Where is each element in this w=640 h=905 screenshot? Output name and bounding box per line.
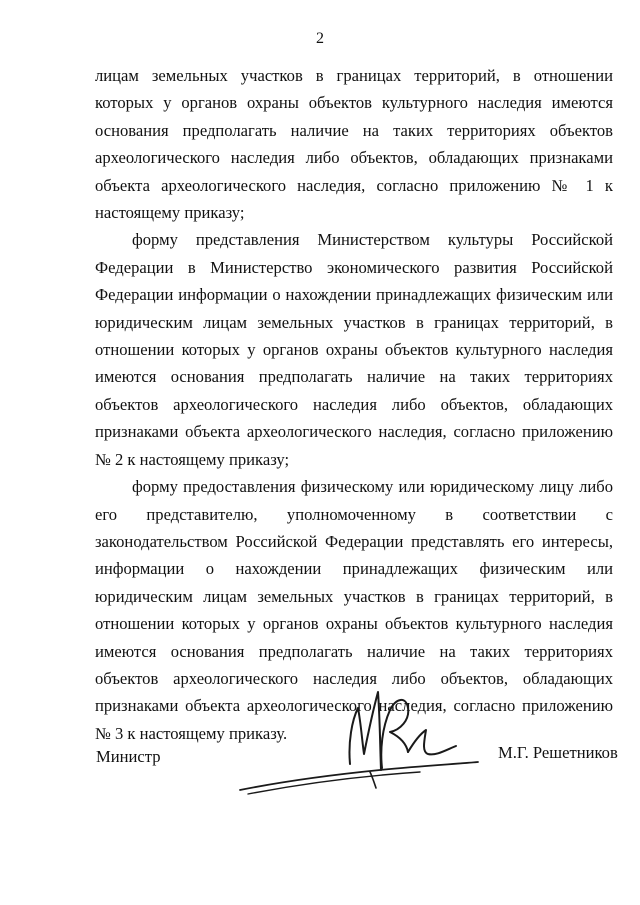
paragraph-2: форму представления Министерством культуры Российской Федерации в Министерство экономического развития Российской Федерации информации о нахождении принадлежащих физическим или юридическим лицам земельных участков в границах территорий, в отношении которых у органов охраны объектов культурного наследия имеются основания предполагать наличие на таких территориях объектов археологического наследия либо объектов, обладающих признаками объекта археологического наследия, согласно приложению № 2 к настоящему приказу; [95,230,613,469]
handwritten-signature [230,672,480,802]
paragraph-1: лицам земельных участков в границах территорий, в отношении которых у органов охраны объектов культурного наследия имеются основания предполагать наличие на таких территориях объектов археологического наследия либо объектов, обладающих признаками объекта археологического наследия, согласно приложению № 1 к настоящему приказу; [95,66,613,223]
document-body [95,62,613,747]
signature-row [0,743,640,773]
signer-position: Министр [96,747,161,766]
page-number: 2 [316,30,324,47]
paragraph-3: форму предоставления физическому или юридическому лицу либо его представителю, уполномоченному в соответствии с законодательством Российской Федерации представлять его интересы, информации о нахождении принадлежащих физическим или юридическим лицам земельных участков в границах территорий, в отношении которых у органов охраны объектов культурного наследия имеются основания предполагать наличие на таких территориях объектов археологического наследия либо объектов, обладающих признаками объекта археологического наследия, согласно приложению № 3 к настоящему приказу. [95,477,613,743]
signer-name: М.Г. Решетников [498,743,618,762]
